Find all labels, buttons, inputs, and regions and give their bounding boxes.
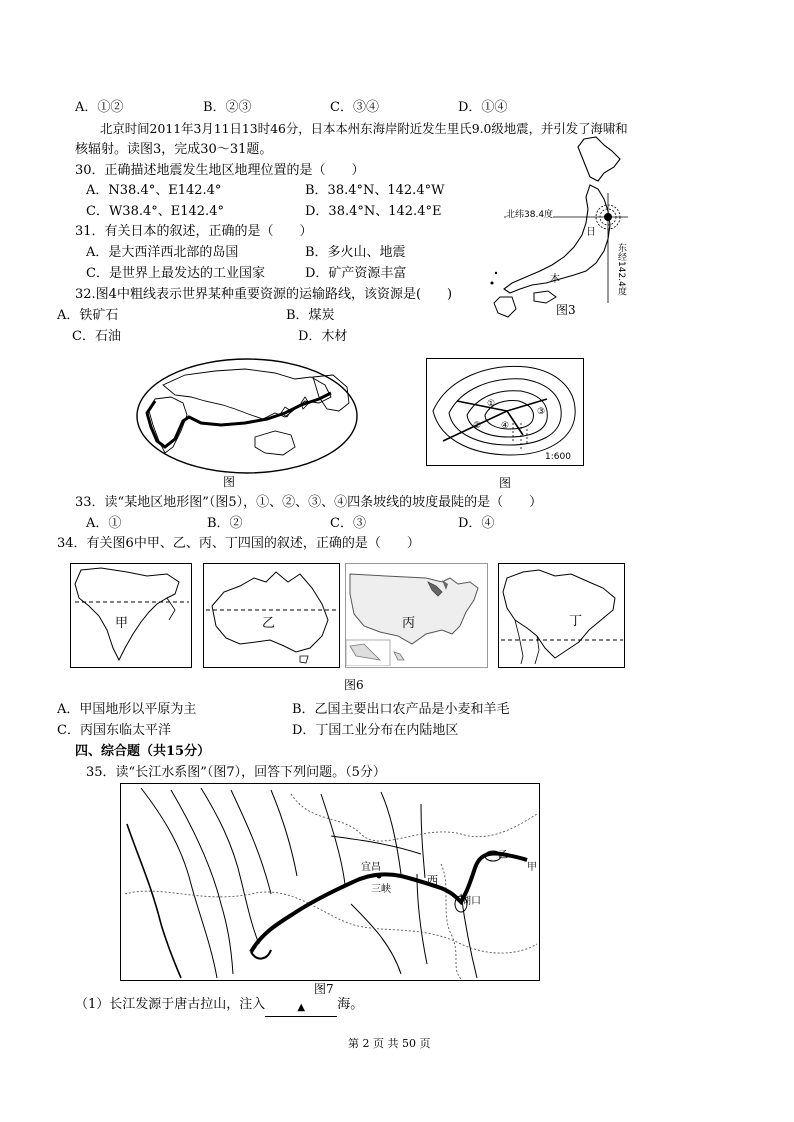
q31-option-c: C．是世界上最发达的工业国家: [86, 266, 265, 281]
figure-7-caption: 图7: [314, 982, 334, 996]
figure-4-caption: 图: [223, 475, 236, 489]
country-label-ding: 丁: [569, 614, 583, 629]
q35-sub1-prefix: （1）长江发源于唐古拉山，注入: [75, 997, 266, 1012]
map-label-yichang: 宜昌: [361, 862, 381, 873]
longitude-label: 东经142.4度: [616, 243, 626, 296]
q33-option-d: D．④: [458, 516, 495, 531]
q33-option-a: A．①: [86, 516, 122, 531]
figure-4-world-map: [135, 357, 360, 489]
q32-option-c: C．石油: [72, 329, 121, 344]
contour-mark-3: ③: [537, 407, 546, 417]
q30-stem: 30．正确描述地震发生地区地理位置的是（ ）: [75, 163, 365, 178]
contour-mark-4: ④: [501, 421, 510, 431]
figure-6-india-map: [70, 563, 192, 668]
q31-option-a: A．是大西洋西北部的岛国: [86, 245, 239, 260]
q35-sub1: [75, 997, 363, 1015]
section-4-title: 四、综合题（共15分）: [75, 744, 211, 759]
japan-label-ri: 日: [586, 227, 596, 238]
japan-label-ben: 本: [550, 274, 560, 285]
figure-6-brazil-map: [498, 563, 625, 668]
country-label-yi: 乙: [262, 616, 276, 631]
figure-6-caption: 图6: [344, 678, 364, 692]
q33-option-b: B．②: [207, 516, 243, 531]
q35-stem: 35．读“长江水系图”（图7），回答下列问题。（5分）: [86, 765, 386, 780]
q34-stem: 34．有关图6中甲、乙、丙、丁四国的叙述，正确的是（ ）: [57, 536, 420, 551]
answer-blank[interactable]: [265, 999, 337, 1017]
latitude-label: 北纬38.4度: [506, 207, 553, 220]
intro-line-2: 核辐射。读图3，完成30～31题。: [75, 142, 273, 157]
q30-option-b: B．38.4°N、142.4°W: [305, 183, 445, 198]
triangle-icon: ▲: [297, 1002, 306, 1013]
map-label-xi: 西: [427, 874, 438, 887]
page-footer: 第 2 页 共 50 页: [348, 1037, 431, 1050]
contour-mark-1: ①: [487, 399, 496, 409]
q31-stem: 31．有关日本的叙述，正确的是（ ）: [75, 224, 313, 239]
country-label-jia: 甲: [115, 616, 129, 631]
q31-option-d: D．矿产资源丰富: [305, 266, 407, 281]
q30-option-d: D．38.4°N、142.4°E: [305, 204, 442, 219]
q34-option-b: B．乙国主要出口农产品是小麦和羊毛: [292, 702, 510, 717]
q29-option-a: A．①②: [75, 100, 124, 115]
figure-5-contour-map: [426, 358, 584, 466]
figure-6-usa-map: [345, 563, 488, 668]
q33-stem: 33．读“某地区地形图”（图5），①、②、③、④四条坡线的坡度最陡的是（ ）: [75, 495, 543, 510]
intro-line-1: 北京时间2011年3月11日13时46分，日本本州东海岸附近发生里氏9.0级地震，并引发了海啸和: [100, 121, 628, 136]
q30-option-a: A．N38.4°、E142.4°: [86, 183, 222, 198]
country-label-bing: 丙: [402, 616, 416, 631]
q32-option-a: A．铁矿石: [57, 308, 119, 323]
q32-option-b: B．煤炭: [286, 308, 335, 323]
figure-6-australia-map: [203, 563, 340, 668]
q29-option-c: C．③④: [330, 100, 379, 115]
q32-stem: 32.图4中粗线表示世界某种重要资源的运输路线，该资源是( ): [75, 287, 453, 302]
contour-mark-2: ②: [473, 421, 482, 431]
map-label-yi: 乙: [498, 850, 508, 861]
q29-option-d: D．①④: [458, 100, 508, 115]
map-label-jia: 甲: [527, 862, 537, 873]
q35-sub1-suffix: 海。: [337, 997, 364, 1012]
q34-option-c: C．丙国东临太平洋: [57, 723, 171, 738]
map-label-sanxia: 三峡: [371, 884, 391, 895]
q29-option-b: B．②③: [203, 100, 252, 115]
figure-3-caption: 图3: [556, 303, 576, 317]
scale-label: 1:600: [545, 452, 571, 462]
q34-option-d: D．丁国工业分布在内陆地区: [292, 723, 459, 738]
q34-option-a: A．甲国地形以平原为主: [57, 702, 197, 717]
figure-7-yangtze-map: [120, 783, 540, 981]
map-label-hukou: 湖口: [461, 896, 481, 907]
q31-option-b: B．多火山、地震: [305, 245, 406, 260]
q32-option-d: D．木材: [298, 329, 348, 344]
figure-3-japan-map: [486, 133, 636, 318]
q30-option-c: C．W38.4°、E142.4°: [86, 204, 224, 219]
figure-5-caption: 图: [499, 476, 512, 490]
q33-option-c: C．③: [330, 516, 366, 531]
